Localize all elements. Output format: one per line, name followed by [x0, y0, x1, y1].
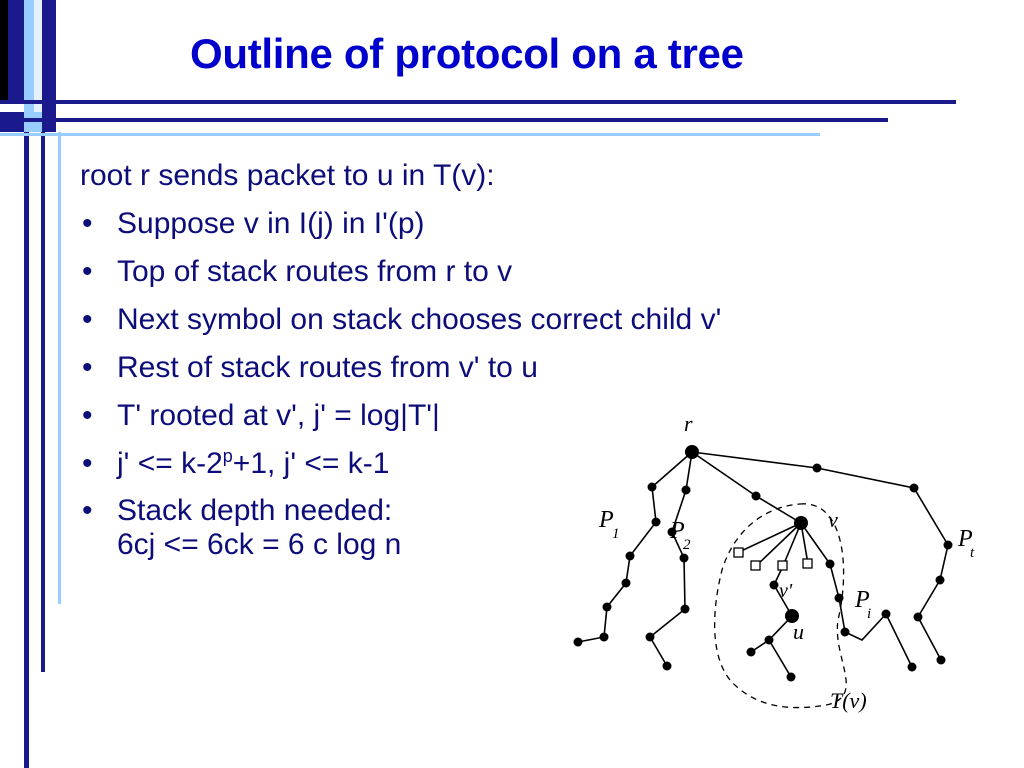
- intro-line: root r sends packet to u in T(v):: [80, 159, 495, 192]
- bullet-dot: •: [82, 447, 93, 480]
- tree-node: [622, 579, 631, 588]
- tree-diagram: [560, 405, 975, 713]
- tree-node: [835, 594, 844, 603]
- label-v: v: [828, 507, 838, 532]
- bullet-item: [80, 344, 980, 392]
- tree-node: [770, 581, 779, 590]
- child-node-square: [803, 559, 812, 568]
- tree-node: [908, 663, 917, 672]
- child-node-square: [734, 548, 743, 557]
- bullet-dot: •: [82, 351, 93, 384]
- square-navy-2: [42, 112, 56, 132]
- label-p1-sub: 1: [612, 526, 620, 542]
- slide-title: Outline of protocol on a tree: [190, 30, 744, 77]
- node-v: [794, 516, 808, 530]
- tree-node: [826, 560, 835, 569]
- left-blue-block: [8, 0, 24, 100]
- bullet-text-before: j' <= k-2: [117, 447, 223, 480]
- left-lightblue-bar: [24, 0, 34, 112]
- superscript-p: p: [222, 446, 233, 466]
- bullet-text: Next symbol on stack chooses correct child v': [117, 303, 722, 336]
- tree-node: [652, 518, 661, 527]
- tree-node: [944, 541, 953, 550]
- vline-lightblue: [58, 132, 61, 604]
- child-node-square: [751, 561, 760, 570]
- tree-node: [646, 633, 655, 642]
- tree-node: [882, 610, 891, 619]
- bullet-item: [80, 200, 980, 248]
- tree-node: [813, 464, 822, 473]
- label-p1: P: [599, 507, 614, 533]
- left-black-bar: [0, 0, 8, 100]
- bullet-dot: •: [82, 303, 93, 336]
- bullet-dot: •: [82, 255, 93, 288]
- tree-node: [680, 554, 689, 563]
- tree-node: [600, 633, 609, 642]
- child-square-nodes: [734, 548, 812, 570]
- tree-node: [937, 656, 946, 665]
- tree-node: [914, 613, 923, 622]
- bullet-text: Top of stack routes from r to v: [117, 255, 513, 288]
- bullet-text-line2: 6cj <= 6ck = 6 c log n: [117, 528, 402, 561]
- child-node-square: [778, 561, 787, 570]
- label-tv: T(v): [830, 688, 867, 713]
- label-pi-sub: i: [867, 606, 872, 622]
- bullet-dot: •: [82, 207, 93, 240]
- bullet-dot: •: [82, 399, 93, 432]
- tree-edges: [578, 452, 948, 677]
- tree-node: [747, 648, 756, 657]
- tree-node: [841, 628, 850, 637]
- left-white-bar: [34, 0, 42, 112]
- tree-node: [936, 576, 945, 585]
- tree-node: [682, 486, 691, 495]
- subtree-region-outline: [715, 504, 847, 708]
- label-p2: P: [670, 518, 685, 544]
- bullet-text-line1: Stack depth needed:: [117, 494, 393, 527]
- hline-navy-mid: [0, 118, 888, 122]
- bullet-item: [80, 296, 980, 344]
- tree-node: [574, 638, 583, 647]
- bullet-dot: •: [82, 494, 93, 527]
- label-p2-sub: 2: [683, 537, 691, 553]
- tree-nodes: [574, 445, 953, 682]
- tree-node: [626, 552, 635, 561]
- hline-navy-top: [0, 100, 956, 104]
- left-navy-bar: [42, 0, 56, 112]
- bullet-text: Rest of stack routes from v' to u: [117, 351, 538, 384]
- bullet-text: Suppose v in I(j) in I'(p): [117, 207, 425, 240]
- tree-node: [910, 484, 919, 493]
- square-navy-1: [0, 112, 24, 132]
- tree-node: [663, 662, 672, 671]
- label-r: r: [684, 411, 693, 436]
- label-v-prime: v': [779, 580, 793, 602]
- vline-navy-long: [24, 132, 29, 768]
- hline-lightblue: [0, 133, 820, 136]
- tree-node: [648, 483, 657, 492]
- tree-node: [787, 673, 796, 682]
- tree-node: [603, 603, 612, 612]
- vline-navy-mid: [41, 132, 45, 672]
- tree-node: [681, 605, 690, 614]
- tree-node: [765, 636, 774, 645]
- label-pt: P: [958, 526, 973, 552]
- square-lightblue: [24, 112, 42, 132]
- bullet-item: [80, 248, 980, 296]
- bullet-text: T' rooted at v', j' = log|T'|: [117, 399, 440, 432]
- label-u: u: [793, 619, 804, 644]
- tree-node: [752, 492, 761, 501]
- label-pi: P: [855, 587, 870, 613]
- root-node: [685, 445, 699, 459]
- bullet-text-after: +1, j' <= k-1: [232, 447, 390, 480]
- label-pt-sub: t: [970, 545, 975, 561]
